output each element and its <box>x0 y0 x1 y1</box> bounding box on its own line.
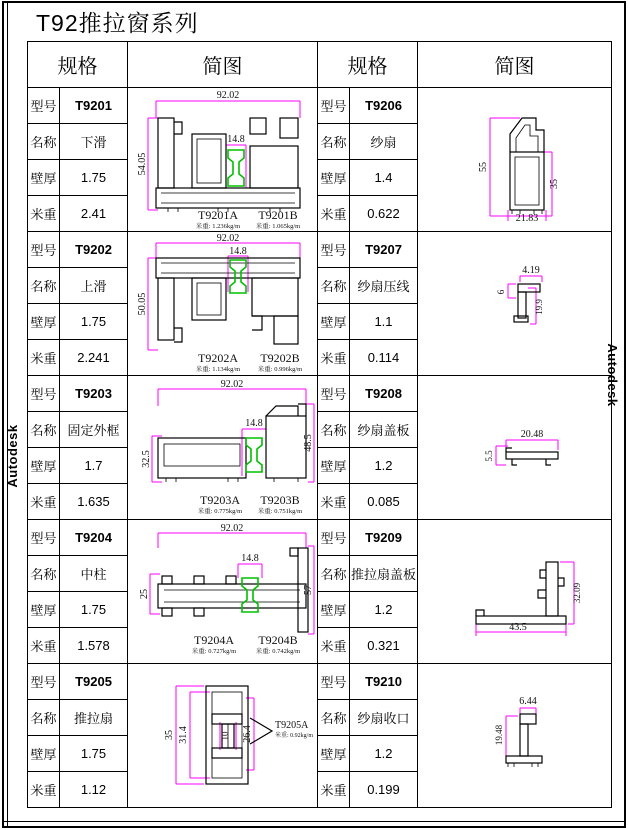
value-weight: 0.321 <box>350 628 418 664</box>
autodesk-watermark-left: Autodesk <box>5 424 20 488</box>
dim-width: 20.48 <box>520 429 544 440</box>
profile-drawing-t9208 <box>418 376 611 519</box>
diagram-cell-t9208 <box>418 376 612 520</box>
profile-drawing-t9207 <box>418 232 611 375</box>
profile-outline <box>206 686 272 784</box>
dim-height: 50.05 <box>137 292 148 316</box>
profile-outline <box>506 714 542 767</box>
profile-outline <box>506 448 558 465</box>
dim-right: 26.4 <box>242 725 253 743</box>
value-name: 固定外框 <box>60 412 128 448</box>
diagram-cell-t9210 <box>418 664 612 808</box>
label-model: 型号 <box>28 664 60 700</box>
dim-width: 92.02 <box>216 233 240 244</box>
label-name: 名称 <box>318 268 350 304</box>
profile-block-t9207 <box>318 232 612 376</box>
value-weight: 1.578 <box>60 628 128 664</box>
dimension-lines <box>148 101 300 210</box>
value-weight: 0.114 <box>350 340 418 376</box>
value-model: T9202 <box>60 232 128 268</box>
value-name: 纱扇盖板 <box>350 412 418 448</box>
dim-height-left: 25 <box>139 589 150 599</box>
dim-height: 5.5 <box>484 450 494 462</box>
label-weight: 米重 <box>318 628 350 664</box>
value-name: 下滑 <box>60 124 128 160</box>
value-thickness: 1.75 <box>60 592 128 628</box>
profile-outline <box>158 404 306 482</box>
profile-outline <box>156 118 300 212</box>
value-thickness: 1.2 <box>350 736 418 772</box>
value-thickness: 1.75 <box>60 736 128 772</box>
profile-drawing-t9210 <box>418 664 611 807</box>
label-model: 型号 <box>318 232 350 268</box>
profile-block-t9210 <box>318 664 612 808</box>
label-weight: 米重 <box>28 340 60 376</box>
profile-drawing-t9205 <box>128 664 317 807</box>
value-name: 纱扇压线 <box>350 268 418 304</box>
page-title: T92推拉窗系列 <box>36 10 199 36</box>
label-weight: 米重 <box>318 772 350 808</box>
dim-mid: 14.8 <box>229 246 247 257</box>
dim-left: 6 <box>496 289 506 295</box>
part-weight: 米重: 0.996kg/m <box>257 366 303 373</box>
dim-height-right: 57 <box>303 585 314 595</box>
diagram-cell-t9202 <box>128 232 318 376</box>
label-name: 名称 <box>28 556 60 592</box>
profile-block-t9206 <box>318 88 612 232</box>
label-thickness: 壁厚 <box>28 160 60 196</box>
table-right-header <box>318 42 612 88</box>
diagram-cell-t9206 <box>418 88 612 232</box>
dim-height: 32.09 <box>572 582 582 604</box>
part-label: T9202A <box>198 351 238 365</box>
dimension-lines <box>506 708 536 756</box>
header-spec: 规格 <box>28 42 128 88</box>
label-thickness: 壁厚 <box>318 736 350 772</box>
label-thickness: 壁厚 <box>318 592 350 628</box>
dimension-lines <box>148 243 300 350</box>
value-thickness: 1.2 <box>350 592 418 628</box>
value-name: 上滑 <box>60 268 128 304</box>
value-weight: 0.199 <box>350 772 418 808</box>
table-left <box>27 41 318 808</box>
part-label: T9203B <box>260 493 300 507</box>
value-model: T9201 <box>60 88 128 124</box>
dim-width: 92.02 <box>216 90 240 101</box>
dim-center: 10 <box>220 731 230 741</box>
profile-drawing-t9202 <box>128 232 317 375</box>
profile-block-t9203 <box>28 376 318 520</box>
profile-drawing-t9203 <box>128 376 317 519</box>
profile-drawing-t9206 <box>418 88 611 231</box>
label-model: 型号 <box>28 88 60 124</box>
value-model: T9208 <box>350 376 418 412</box>
value-weight: 0.085 <box>350 484 418 520</box>
value-weight: 0.622 <box>350 196 418 232</box>
value-name: 中柱 <box>60 556 128 592</box>
value-weight: 1.12 <box>60 772 128 808</box>
label-model: 型号 <box>318 376 350 412</box>
spec-tables <box>27 41 612 808</box>
part-weight: 米重: 0.742kg/m <box>255 648 301 655</box>
diagram-cell-t9209 <box>418 520 612 664</box>
label-thickness: 壁厚 <box>318 304 350 340</box>
label-weight: 米重 <box>318 340 350 376</box>
part-weight: 米重: 1.065kg/m <box>255 223 301 230</box>
dimension-lines <box>152 389 314 482</box>
dim-right: 19.9 <box>534 299 544 315</box>
dim-inner: 31.4 <box>178 726 189 744</box>
value-thickness: 1.7 <box>60 448 128 484</box>
diagram-cell-t9207 <box>418 232 612 376</box>
sheet-border-inner-bottom <box>2 821 626 822</box>
diagram-cell-t9204 <box>128 520 318 664</box>
dim-height: 54.05 <box>137 152 148 176</box>
dimension-lines <box>490 118 552 221</box>
label-model: 型号 <box>318 520 350 556</box>
value-model: T9210 <box>350 664 418 700</box>
value-model: T9206 <box>350 88 418 124</box>
label-weight: 米重 <box>28 484 60 520</box>
interlock-highlight <box>228 150 244 186</box>
label-name: 名称 <box>318 556 350 592</box>
label-model: 型号 <box>318 88 350 124</box>
diagram-cell-t9205 <box>128 664 318 808</box>
value-thickness: 1.1 <box>350 304 418 340</box>
part-label: T9205A <box>275 720 309 731</box>
profile-block-t9205 <box>28 664 318 808</box>
label-name: 名称 <box>318 124 350 160</box>
part-weight: 米重: 1.236kg/m <box>195 223 241 230</box>
table-left-header <box>28 42 318 88</box>
value-thickness: 1.2 <box>350 448 418 484</box>
value-weight: 2.241 <box>60 340 128 376</box>
dim-height: 55 <box>478 162 489 172</box>
profile-outline <box>158 548 308 632</box>
dim-width: 92.02 <box>220 523 244 534</box>
part-label: T9201B <box>258 208 298 222</box>
profile-block-t9209 <box>318 520 612 664</box>
label-weight: 米重 <box>318 196 350 232</box>
part-weight: 米重: 0.92kg/m <box>275 733 314 739</box>
profile-block-t9202 <box>28 232 318 376</box>
label-weight: 米重 <box>28 196 60 232</box>
value-name: 推拉扇 <box>60 700 128 736</box>
label-thickness: 壁厚 <box>318 160 350 196</box>
part-label: T9204B <box>258 633 298 647</box>
label-weight: 米重 <box>28 772 60 808</box>
value-thickness: 1.75 <box>60 160 128 196</box>
profile-drawing-t9201 <box>128 88 317 231</box>
part-weight: 米重: 0.727kg/m <box>191 648 237 655</box>
dim-height-left: 32.5 <box>141 450 152 468</box>
value-model: T9203 <box>60 376 128 412</box>
value-name: 纱扇收口 <box>350 700 418 736</box>
profile-block-t9208 <box>318 376 612 520</box>
value-name: 纱扇 <box>350 124 418 160</box>
value-model: T9207 <box>350 232 418 268</box>
header-diagram: 简图 <box>128 42 318 88</box>
dim-width: 43.5 <box>509 622 527 633</box>
label-thickness: 壁厚 <box>28 592 60 628</box>
interlock-highlight <box>242 578 258 612</box>
label-thickness: 壁厚 <box>28 448 60 484</box>
dim-width: 4.19 <box>522 265 540 276</box>
label-weight: 米重 <box>28 628 60 664</box>
dim-outer: 35 <box>164 730 175 740</box>
profile-outline <box>476 562 566 624</box>
dim-mid: 14.8 <box>227 134 245 145</box>
dim-height-right: 35 <box>549 179 560 189</box>
value-thickness: 1.75 <box>60 304 128 340</box>
dim-mid: 14.8 <box>245 418 263 429</box>
label-name: 名称 <box>28 412 60 448</box>
value-thickness: 1.4 <box>350 160 418 196</box>
label-weight: 米重 <box>318 484 350 520</box>
profile-drawing-t9209 <box>418 520 611 663</box>
value-model: T9204 <box>60 520 128 556</box>
interlock-highlight <box>230 260 246 293</box>
label-model: 型号 <box>28 520 60 556</box>
dim-width: 92.02 <box>220 379 244 390</box>
part-weight: 米重: 0.751kg/m <box>257 508 303 515</box>
profile-block-t9204 <box>28 520 318 664</box>
label-name: 名称 <box>28 700 60 736</box>
part-label: T9204A <box>194 633 234 647</box>
value-name: 推拉扇盖板 <box>350 556 418 592</box>
label-name: 名称 <box>28 124 60 160</box>
profile-drawing-t9204 <box>128 520 317 663</box>
profile-outline <box>510 118 544 214</box>
autodesk-watermark-right: Autodesk <box>605 343 620 407</box>
dim-width: 6.44 <box>519 696 537 707</box>
label-name: 名称 <box>28 268 60 304</box>
label-name: 名称 <box>318 412 350 448</box>
dim-mid: 14.8 <box>241 553 259 564</box>
label-thickness: 壁厚 <box>28 736 60 772</box>
label-thickness: 壁厚 <box>28 304 60 340</box>
header-spec: 规格 <box>318 42 418 88</box>
part-label: T9202B <box>260 351 300 365</box>
table-right <box>318 41 612 808</box>
value-model: T9209 <box>350 520 418 556</box>
diagram-cell-t9201 <box>128 88 318 232</box>
label-model: 型号 <box>28 232 60 268</box>
header-diagram: 简图 <box>418 42 612 88</box>
diagram-cell-t9203 <box>128 376 318 520</box>
label-name: 名称 <box>318 700 350 736</box>
part-label: T9203A <box>200 493 240 507</box>
dim-height: 19.48 <box>494 724 504 746</box>
value-model: T9205 <box>60 664 128 700</box>
value-weight: 1.635 <box>60 484 128 520</box>
label-thickness: 壁厚 <box>318 448 350 484</box>
label-model: 型号 <box>28 376 60 412</box>
profile-block-t9201 <box>28 88 318 232</box>
part-weight: 米重: 0.775kg/m <box>197 508 243 515</box>
value-weight: 2.41 <box>60 196 128 232</box>
part-label: T9201A <box>198 208 238 222</box>
dim-width: 21.83 <box>515 213 539 224</box>
interlock-highlight <box>246 438 262 472</box>
label-model: 型号 <box>318 664 350 700</box>
dim-height-right: 48.5 <box>303 434 314 452</box>
part-weight: 米重: 1.134kg/m <box>195 366 241 373</box>
